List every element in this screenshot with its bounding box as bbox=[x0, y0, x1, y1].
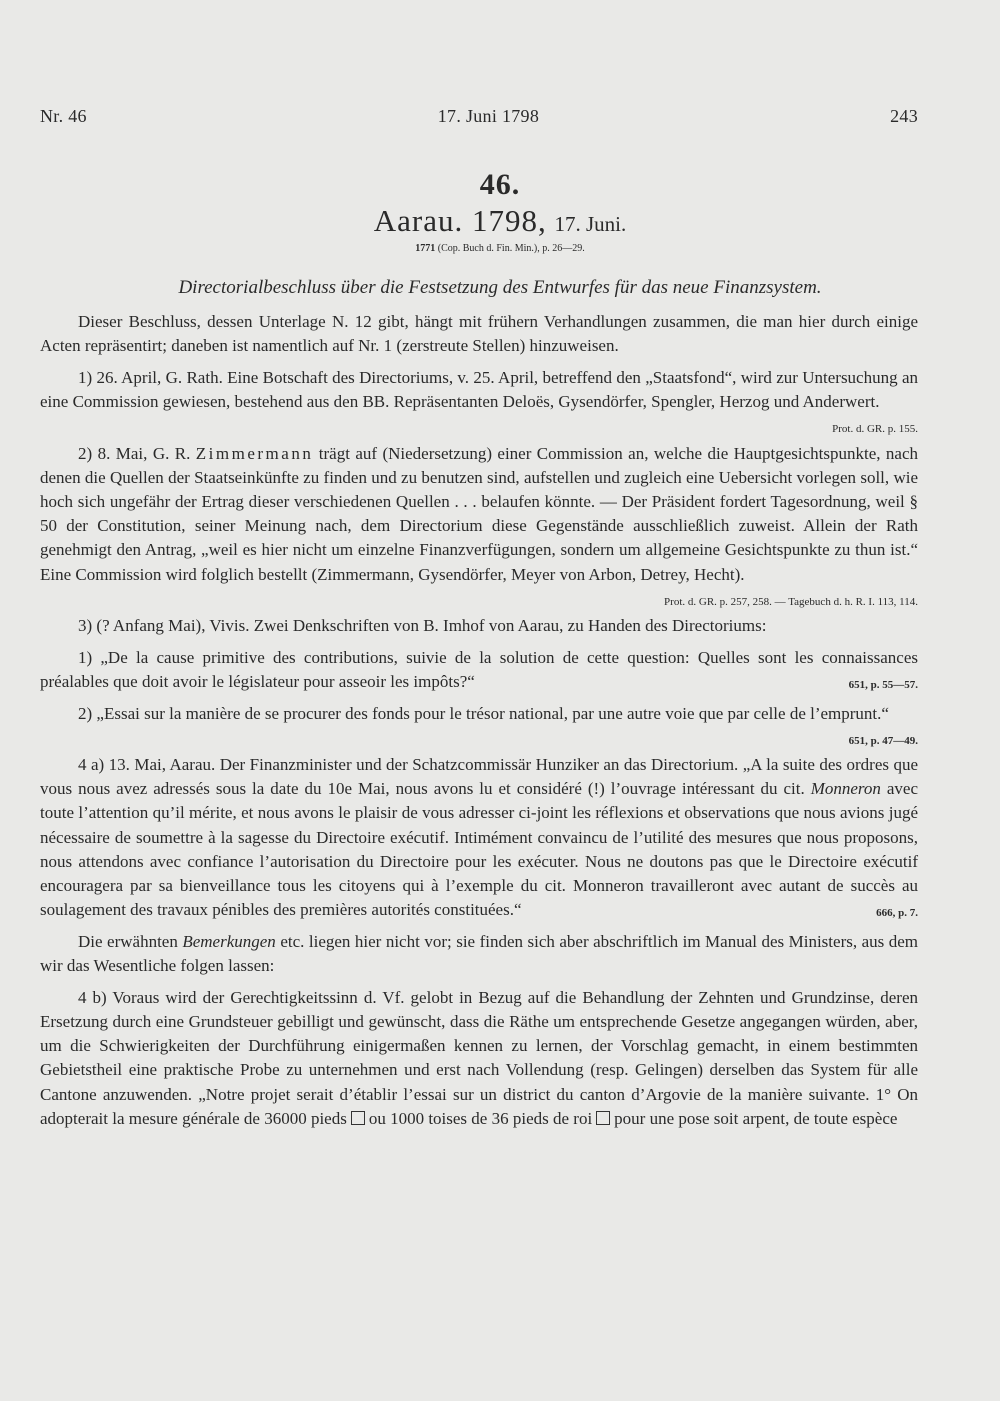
paragraph-4b-text-b: ou 1000 toises de 36 pieds de roi bbox=[368, 1108, 593, 1128]
paragraph-2 bbox=[40, 442, 919, 608]
paragraph-2-text: trägt auf (Niedersetzung) einer Commission an, welche die Hauptgesichtspunkte, nach denen die Quellen der Staatseinkünfte zu finden und zu benutzen sind, aufstellen und zugleich eine Uebersicht vorlegen soll, wie hoch sich ungefähr der Ertrag dieser verschiedenen Quellen . . . belaufen könnte. — Der Präsident fordert Tagesordnung, weil § 50 der Constitution, seiner Meinung nach, dem Directorium diese Gegenstände ausschließlich zuweist. Allein der Rath genehmigt den Antrag, „weil es hier nicht um einzelne Finanzverfügungen, sondern um allgemeine Gesichtspunkte zu thun ist.“ Eine Commission wird folglich bestellt (Zimmermann, Gysendörfer, Meyer von Arbon, Detrey, Hecht). bbox=[40, 443, 919, 584]
source-text: (Cop. Buch d. Fin. Min.), p. 26—29. bbox=[437, 243, 585, 254]
paragraph-3-2-ref: 651, p. 47—49. bbox=[848, 734, 918, 747]
paragraph-3-1-text: 1) „De la cause primitive des contributions, suivie de la solution de cette question: Quelles sont les connaissances préalables que doit avoir le législateur pour asseoir les impôts?“ bbox=[40, 647, 918, 691]
paragraph-2-name: Zimmermann bbox=[195, 443, 314, 463]
square-symbol-icon bbox=[351, 1111, 365, 1125]
paragraph-3-1-ref: 651, p. 55—57. bbox=[848, 678, 918, 691]
document-title: Directorialbeschluss über die Festsetzung des Entwurfes für das neue Finanzsystem. bbox=[178, 277, 822, 298]
place-year: Aarau. 1798, bbox=[373, 203, 547, 238]
paragraph-1-ref: Prot. d. GR. p. 155. bbox=[832, 423, 918, 436]
paragraph-4a bbox=[40, 753, 918, 922]
paragraph-2-lead: 2) 8. Mai, G. R. bbox=[78, 443, 191, 463]
document-number: 46. bbox=[479, 168, 521, 201]
paragraph-3: 3) (? Anfang Mai), Vivis. Zwei Denkschriften von B. Imhof von Aarau, zu Handen des Directoriums: bbox=[78, 615, 767, 635]
square-symbol-icon bbox=[596, 1111, 610, 1125]
paragraph-5-italic: Bemerkungen bbox=[182, 931, 276, 951]
document-date: 17. Juni. bbox=[554, 212, 627, 236]
paragraph-3-2 bbox=[40, 702, 918, 747]
header-date: 17. Juni 1798 bbox=[437, 106, 540, 126]
paragraph-3-2-text: 2) „Essai sur la manière de se procurer des fonds pour le trésor national, par une autre voie que par celle de l’emprunt.“ bbox=[78, 703, 889, 723]
paragraph-4b-text-a: 4 b) Voraus wird der Gerechtigkeitssinn d. Vf. gelobt in Bezug auf die Behandlung der Zehnten und Grundzinse, deren Ersetzung durch eine Grundsteuer gebilligt und gewünscht, dass die Räthe um entsprechende Gesetze angegangen würden, aber, um die Schwierigkeiten der Durchführung einigermaßen kennen zu lernen, der Vorschlag gemacht, in einem bestimmten Gebietstheil eine praktische Probe zu unternehmen und erst nach Vollendung (resp. Gelingen) derselben das System für alle Cantone anzuwenden. „Notre projet serait d’établir l’essai sur un district du canton d’Argovie de la manière suivante. 1° On adopterait la mesure générale de 36000 pieds bbox=[40, 987, 918, 1128]
paragraph-4a-text: avec toute l’attention qu’il mérite, et nous avons le plaisir de vous adresser ci-joint les réflexions et observations que nous avions jugé nécessaire de soumettre à la sagesse du Directoire exécutif. Intimément convaincu de l’utilité des mesures que nous proposons, nous attendons avec confiance l’autorisation du Directoire pour les exécuter. Nous ne doutons pas que le Directoire exécutif encouragera par sa bienveillance tous les citoyens qui à l’exemple du cit. Monneron travailleront avec autant de succès au soulagement des travaux pénibles des premières autorités constituées.“ bbox=[40, 779, 919, 920]
page-number: 243 bbox=[890, 106, 918, 126]
paragraph-4a-ref: 666, p. 7. bbox=[876, 907, 918, 920]
paragraph-3-1 bbox=[40, 646, 918, 694]
paragraph-4b bbox=[40, 986, 918, 1131]
paragraph-4a-name: Monneron bbox=[810, 779, 881, 799]
running-head bbox=[40, 106, 918, 127]
document-heading bbox=[0, 203, 1000, 239]
paragraph-5-text: etc. liegen hier nicht vor; sie finden sich aber abschriftlich im Manual des Ministers, aus dem wir das Wesentliche folgen lassen: bbox=[40, 931, 919, 976]
body-text bbox=[40, 310, 918, 1139]
document-number-header: Nr. 46 bbox=[40, 106, 87, 126]
paragraph-5 bbox=[40, 930, 918, 978]
paragraph-4a-lead: 4 a) 13. Mai, Aarau. Der Finanzminister und der Schatzcommissär Hunziker an das Directorium. „A la suite des ordres que vous nous avez adressés sous la date du 10e Mai, nous avons lu et considéré (!) l’ouvrage intéressant du cit. bbox=[40, 754, 918, 799]
paragraph-5-lead: Die erwähnten bbox=[78, 931, 178, 951]
paragraph-4b-text-c: pour une pose soit arpent, de toute espèce bbox=[614, 1108, 898, 1128]
paragraph-1 bbox=[40, 366, 918, 436]
paragraph-1-text: 1) 26. April, G. Rath. Eine Botschaft des Directoriums, v. 25. April, betreffend den „Staatsfond“, wird zur Untersuchung an eine Commission gewiesen, bestehend aus den BB. Repräsentanten Deloës, Gysendörfer, Spengler, Herzog und Anderwert. bbox=[40, 367, 918, 412]
source-reference bbox=[0, 243, 1000, 254]
source-id: 1771 bbox=[415, 243, 436, 254]
paragraph-2-ref: Prot. d. GR. p. 257, 258. — Tagebuch d. h. R. I. 113, 114. bbox=[664, 595, 918, 608]
intro-paragraph: Dieser Beschluss, dessen Unterlage N. 12 gibt, hängt mit frühern Verhandlungen zusammen, die man hier durch einige Acten repräsentirt; daneben ist namentlich auf Nr. 1 (zerstreute Stellen) hinzuweisen. bbox=[40, 312, 918, 356]
